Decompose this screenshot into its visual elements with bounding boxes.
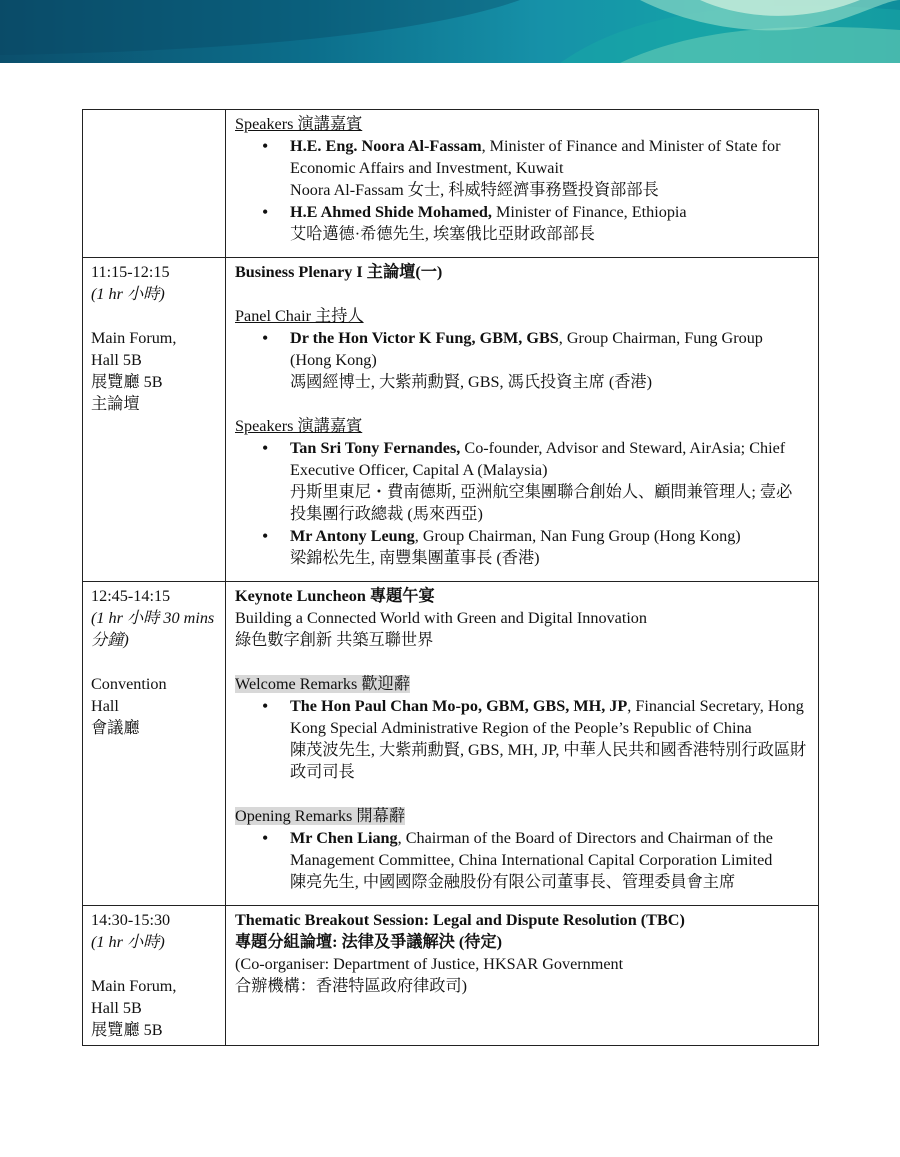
speaker-chinese: 艾哈邁德·希德先生, 埃塞俄比亞財政部部長 bbox=[290, 225, 595, 243]
speaker-chinese: 梁錦松先生, 南豐集團董事長 (香港) bbox=[290, 549, 540, 567]
venue-line: Hall bbox=[91, 697, 119, 715]
content-cell bbox=[226, 906, 819, 1046]
session-title: Business Plenary I 主論壇(一) bbox=[235, 263, 443, 281]
speaker-list bbox=[235, 695, 808, 783]
agenda-row-business-plenary bbox=[83, 258, 819, 582]
speaker-role: , Group Chairman, Fung Group (Hong Kong) bbox=[290, 329, 763, 369]
agenda-row-thematic-breakout bbox=[83, 906, 819, 1046]
agenda-row-speakers-continued bbox=[83, 110, 819, 258]
speaker-name: H.E. Eng. Noora Al-Fassam bbox=[290, 137, 482, 155]
content-cell bbox=[226, 110, 819, 258]
speaker-list bbox=[235, 135, 808, 245]
speaker-list bbox=[235, 437, 808, 569]
session-duration: (1 hr 小時) bbox=[91, 933, 165, 951]
speaker-item bbox=[235, 327, 808, 393]
time-cell bbox=[83, 582, 226, 906]
section-label: Panel Chair 主持人 bbox=[235, 307, 364, 325]
session-subtitle-chinese: 綠色數字創新 共築互聯世界 bbox=[235, 631, 434, 649]
speaker-name: Mr Chen Liang bbox=[290, 829, 398, 847]
banner-swoosh-graphic bbox=[0, 0, 900, 63]
session-duration: (1 hr 小時 30 mins 分鐘) bbox=[91, 609, 215, 649]
speaker-item bbox=[235, 135, 808, 201]
session-time: 14:30-15:30 bbox=[91, 911, 171, 929]
section-label: Welcome Remarks 歡迎辭 bbox=[235, 675, 410, 693]
co-organiser: (Co-organiser: Department of Justice, HKSAR Government bbox=[235, 955, 624, 973]
speaker-role: Minister of Finance, Ethiopia bbox=[491, 203, 687, 221]
speaker-role: , Financial Secretary, Hong Kong Special Administrative Region of the People’s Republic of China bbox=[290, 697, 804, 737]
speaker-item bbox=[235, 695, 808, 783]
speaker-name: Dr the Hon Victor K Fung, GBM, GBS bbox=[290, 329, 559, 347]
session-title: Thematic Breakout Session: Legal and Dispute Resolution (TBC) bbox=[235, 911, 685, 929]
speaker-chinese: Noora Al-Fassam 女士, 科威特經濟事務暨投資部部長 bbox=[290, 181, 659, 199]
venue-line: 展覽廳 5B bbox=[91, 1021, 163, 1039]
speaker-item bbox=[235, 525, 808, 569]
speaker-chinese: 丹斯里東尼・費南德斯, 亞洲航空集團聯合創始人、顧問兼管理人; 壹必投集團行政總裁 (馬來西亞) bbox=[290, 483, 793, 523]
speaker-item bbox=[235, 437, 808, 525]
content-cell bbox=[226, 582, 819, 906]
venue-line: 主論壇 bbox=[91, 395, 140, 413]
agenda-table bbox=[82, 109, 819, 1046]
venue-line: 會議廳 bbox=[91, 719, 140, 737]
venue-line: Hall 5B bbox=[91, 999, 142, 1017]
speaker-name: H.E Ahmed Shide Mohamed, bbox=[290, 203, 492, 221]
co-organiser-chinese: 合辦機構：香港特區政府律政司) bbox=[235, 977, 468, 995]
time-cell bbox=[83, 258, 226, 582]
venue-line: 展覽廳 5B bbox=[91, 373, 163, 391]
speaker-name: The Hon Paul Chan Mo-po, GBM, GBS, MH, JP bbox=[290, 697, 628, 715]
speaker-list bbox=[235, 827, 808, 893]
section-label: Speakers 演講嘉賓 bbox=[235, 417, 363, 435]
session-duration: (1 hr 小時) bbox=[91, 285, 165, 303]
session-subtitle: Building a Connected World with Green and Digital Innovation bbox=[235, 609, 647, 627]
speaker-role: , Chairman of the Board of Directors and Chairman of the Management Committee, China International Capital Corporation Limited bbox=[290, 829, 773, 869]
speaker-chinese: 陳茂波先生, 大紫荊勳賢, GBS, MH, JP, 中華人民共和國香港特別行政區財政司司長 bbox=[290, 741, 807, 781]
session-time: 12:45-14:15 bbox=[91, 587, 171, 605]
agenda-row-keynote-luncheon bbox=[83, 582, 819, 906]
session-title-chinese: 專題分組論壇: 法律及爭議解決 (待定) bbox=[235, 933, 503, 951]
section-label: Speakers 演講嘉賓 bbox=[235, 115, 363, 133]
time-cell bbox=[83, 110, 226, 258]
speaker-name: Tan Sri Tony Fernandes, bbox=[290, 439, 461, 457]
time-cell bbox=[83, 906, 226, 1046]
speaker-role: Co-founder, Advisor and Steward, AirAsia; Chief Executive Officer, Capital A (Malaysia) bbox=[290, 439, 786, 479]
content-cell bbox=[226, 258, 819, 582]
venue-line: Main Forum, bbox=[91, 329, 177, 347]
speaker-item bbox=[235, 827, 808, 893]
venue-line: Convention bbox=[91, 675, 167, 693]
session-title: Keynote Luncheon 專題午宴 bbox=[235, 587, 435, 605]
speaker-role: , Group Chairman, Nan Fung Group (Hong Kong) bbox=[414, 527, 741, 545]
speaker-name: Mr Antony Leung bbox=[290, 527, 415, 545]
speaker-chinese: 陳亮先生, 中國國際金融股份有限公司董事長、管理委員會主席 bbox=[290, 873, 736, 891]
speaker-item bbox=[235, 201, 808, 245]
speaker-role: , Minister of Finance and Minister of State for Economic Affairs and Investment, Kuwait bbox=[290, 137, 781, 177]
speaker-chinese: 馮國經博士, 大紫荊勳賢, GBS, 馮氏投資主席 (香港) bbox=[290, 373, 652, 391]
venue-line: Hall 5B bbox=[91, 351, 142, 369]
venue-line: Main Forum, bbox=[91, 977, 177, 995]
session-time: 11:15-12:15 bbox=[91, 263, 170, 281]
header-banner bbox=[0, 0, 900, 63]
chair-list bbox=[235, 327, 808, 393]
section-label: Opening Remarks 開幕辭 bbox=[235, 807, 405, 825]
